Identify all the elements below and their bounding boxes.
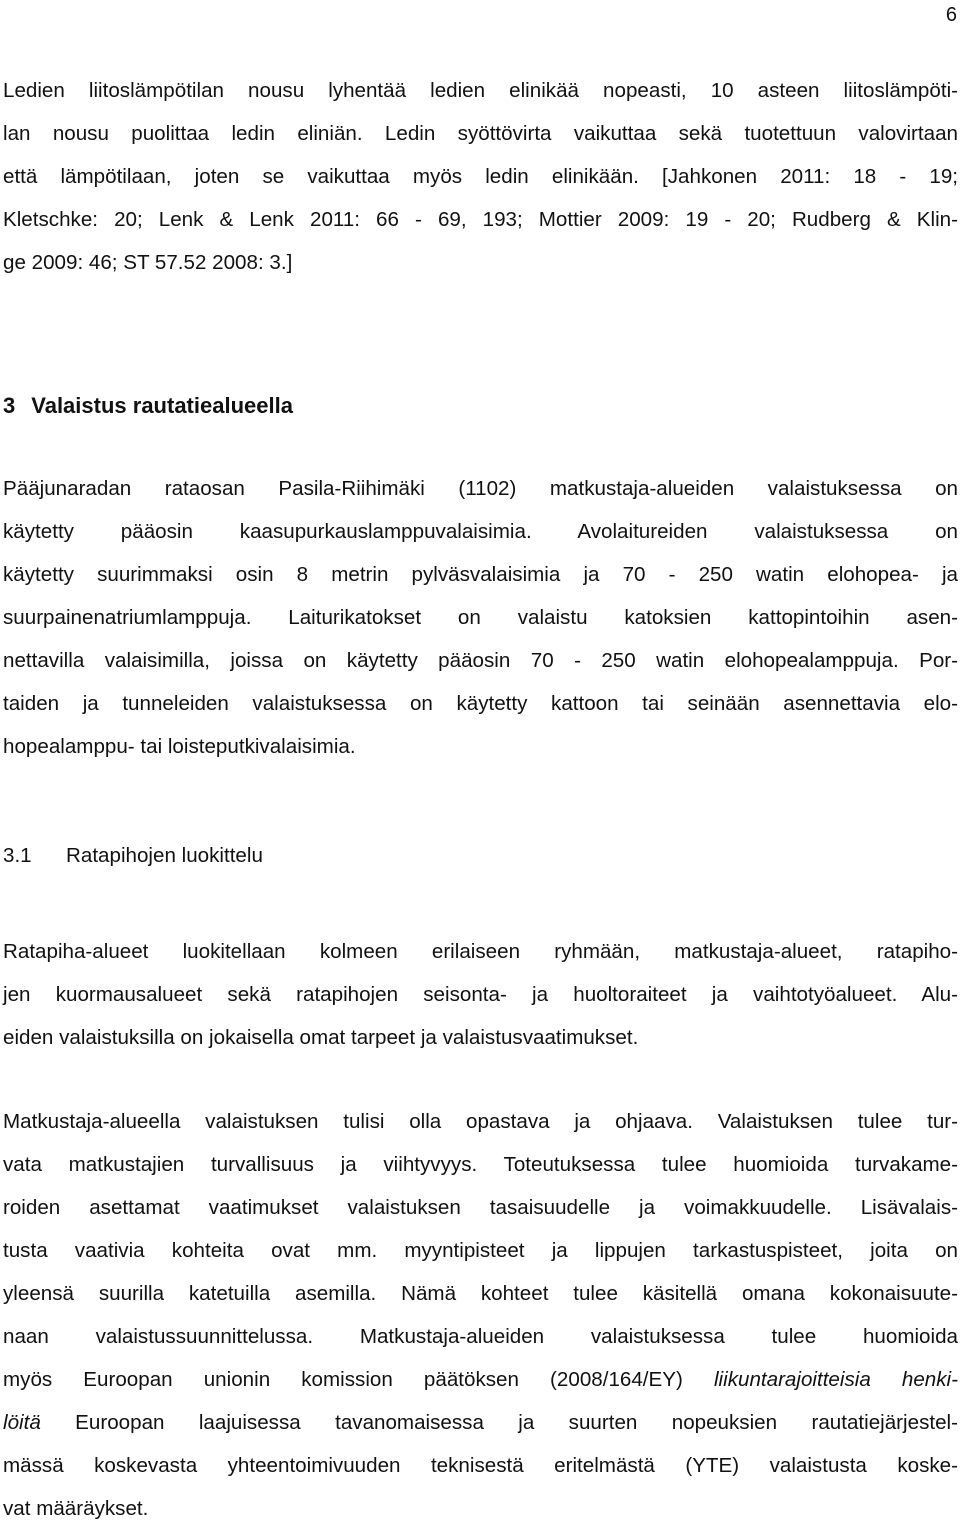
paragraph-line: Ratapiha-alueet luokitellaan kolmeen erilaiseen ryhmään, matkustaja-alueet, ratapiho- [3, 940, 958, 963]
line-text: myös Euroopan unionin komission päätöksen (2008/164/EY) [3, 1368, 683, 1391]
paragraph-line: lan nousu puolittaa ledin eliniän. Ledin syöttövirta vaikuttaa sekä tuotettuun valovirtaan [3, 122, 958, 145]
paragraph-line: Matkustaja-alueella valaistuksen tulisi olla opastava ja ohjaava. Valaistuksen tulee tur- [3, 1110, 958, 1133]
paragraph-line [3, 1358, 958, 1401]
paragraph-line: jen kuormausalueet sekä ratapihojen seisonta- ja huoltoraiteet ja vaihtotyöalueet. Alu- [3, 983, 958, 1006]
paragraph-line: taiden ja tunneleiden valaistuksessa on käytetty kattoon tai seinään asennettavia elo- [3, 692, 958, 715]
paragraph-line: suurpainenatriumlamppuja. Laiturikatokset on valaistu katoksien kattopintoihin asen- [3, 606, 958, 629]
line-text: Euroopan laajuisessa tavanomaisessa ja suurten nopeuksien rautatiejärjestel- [75, 1411, 958, 1434]
paragraph-line: Kletschke: 20; Lenk & Lenk 2011: 66 - 69, 193; Mottier 2009: 19 - 20; Rudberg & Klin- [3, 208, 958, 231]
paragraph-line: hopealamppu- tai loisteputkivalaisimia. [3, 735, 356, 758]
section-number: 3 [3, 393, 16, 418]
section-heading [3, 388, 293, 424]
paragraph-line: Ledien liitoslämpötilan nousu lyhentää ledien elinikää nopeasti, 10 asteen liitoslämpöti- [3, 79, 958, 102]
paragraph-line: roiden asettamat vaatimukset valaistuksen tasaisuudelle ja voimakkuudelle. Lisävalais- [3, 1196, 958, 1219]
paragraph-line: eiden valaistuksilla on jokaisella omat tarpeet ja valaistusvaatimukset. [3, 1026, 639, 1049]
section-title: Valaistus rautatiealueella [31, 393, 293, 418]
paragraph-line: käytetty suurimmaksi osin 8 metrin pylväsvalaisimia ja 70 - 250 watin elohopea- ja [3, 563, 958, 586]
paragraph-line: tusta vaativia kohteita ovat mm. myyntipisteet ja lippujen tarkastuspisteet, joita on [3, 1239, 958, 1262]
italic-term: löitä [3, 1411, 41, 1434]
paragraph-line: että lämpötilaan, joten se vaikuttaa myös ledin elinikään. [Jahkonen 2011: 18 - 19; [3, 165, 958, 188]
paragraph-line [3, 1401, 958, 1444]
italic-term: liikuntarajoitteisia henki- [713, 1368, 958, 1391]
paragraph-line: vat määräykset. [3, 1497, 149, 1520]
page-number: 6 [945, 4, 957, 26]
paragraph-line: nettavilla valaisimilla, joissa on käytetty pääosin 70 - 250 watin elohopealamppuja. Por- [3, 649, 958, 672]
paragraph-passenger-areas [3, 1100, 958, 1530]
paragraph-line: ge 2009: 46; ST 57.52 2008: 3.] [3, 251, 293, 274]
paragraph-yard-classification [3, 930, 958, 1059]
paragraph-line: Pääjunaradan rataosan Pasila-Riihimäki (1102) matkustaja-alueiden valaistuksessa on [3, 477, 958, 500]
paragraph-line: mässä koskevasta yhteentoimivuuden teknisestä eritelmästä (YTE) valaistusta koske- [3, 1454, 958, 1477]
paragraph-line: vata matkustajien turvallisuus ja viihtyvyys. Toteutuksessa tulee huomioida turvakame- [3, 1153, 958, 1176]
paragraph-line: käytetty pääosin kaasupurkauslamppuvalaisimia. Avolaitureiden valaistuksessa on [3, 520, 958, 543]
subsection-heading [3, 838, 263, 874]
paragraph-led-lifetime [3, 69, 958, 284]
subsection-number: 3.1 [3, 844, 32, 867]
paragraph-line: naan valaistussuunnittelussa. Matkustaja-alueiden valaistuksessa tulee huomioida [3, 1325, 958, 1348]
paragraph-lighting-overview [3, 467, 958, 768]
paragraph-line: yleensä suurilla katetuilla asemilla. Nämä kohteet tulee käsitellä omana kokonaisuute- [3, 1282, 958, 1305]
subsection-title: Ratapihojen luokittelu [66, 844, 263, 867]
